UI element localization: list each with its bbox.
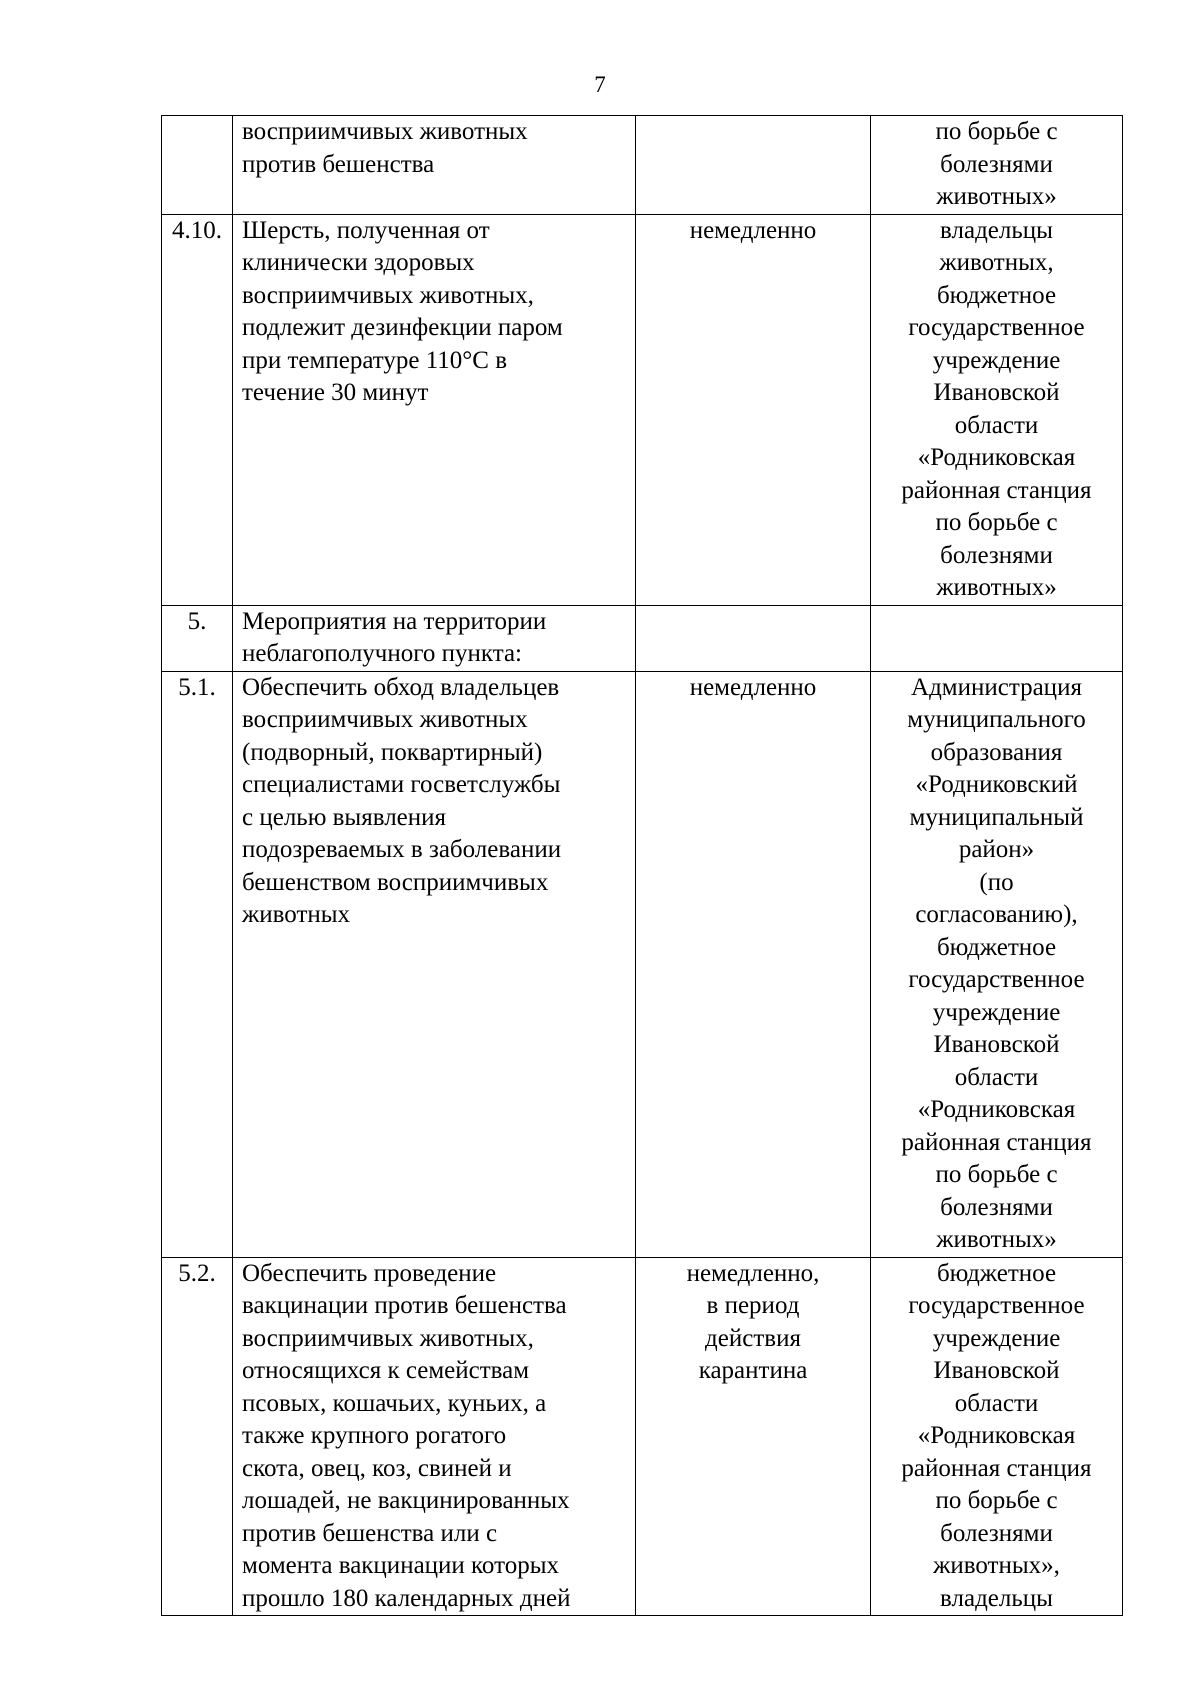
responsible-line: болезнями (940, 150, 1053, 178)
row-number: 4.10. (172, 216, 222, 244)
responsible-line: Администрация (911, 673, 1082, 701)
responsible-line: болезнями (940, 1193, 1053, 1221)
measure-line: Мероприятия на территории (242, 607, 547, 635)
measure-line: прошло 180 календарных дней (242, 1584, 571, 1612)
responsible-line: болезнями (940, 541, 1053, 569)
responsible-cell (871, 605, 1123, 671)
measure-line: Обеспечить обход владельцев (242, 673, 560, 701)
row-number-cell (162, 116, 233, 215)
measure-line: против бешенства (242, 150, 435, 178)
responsible-line: Ивановской (933, 1031, 1060, 1058)
page-number: 7 (594, 72, 606, 97)
term-line: карантина (698, 1357, 808, 1384)
measure-line: животных (242, 901, 351, 928)
responsible-line: Ивановской (933, 1357, 1060, 1384)
responsible-line: по борьбе с (935, 509, 1058, 536)
responsible-line: «Родниковская (917, 1096, 1076, 1123)
table-row (162, 1257, 1123, 1616)
responsible-line: государственное (908, 1292, 1085, 1319)
measure-line: при температуре 110°С в (242, 346, 508, 374)
responsible-line: (по (979, 868, 1014, 896)
measure-line: относящихся к семействам (242, 1357, 530, 1384)
measure-line: Обеспечить проведение (242, 1259, 497, 1287)
responsible-line: животных, (939, 249, 1054, 276)
term-cell (636, 1257, 871, 1616)
measures-table (161, 115, 1123, 1616)
measure-line: вакцинации против бешенства (242, 1292, 567, 1319)
measure-cell (233, 671, 636, 1257)
measure-line: против бешенства или с (242, 1519, 498, 1547)
responsible-line: области (954, 1063, 1039, 1091)
responsible-line: животных» (936, 574, 1057, 601)
responsible-line: области (954, 1389, 1039, 1417)
measure-line: скота, овец, коз, свиней и (242, 1454, 512, 1482)
table-row (162, 214, 1123, 605)
responsible-line: животных» (936, 1226, 1057, 1253)
responsible-line: государственное (908, 966, 1085, 993)
table-row (162, 671, 1123, 1257)
responsible-line: «Родниковская (917, 1422, 1076, 1449)
responsible-line: учреждение (932, 346, 1061, 374)
responsible-line: образования (930, 738, 1063, 766)
table-row (162, 605, 1123, 671)
measure-line: лошадей, не вакцинированных (242, 1487, 570, 1514)
responsible-cell (871, 1257, 1123, 1616)
responsible-line: владельцы (940, 1584, 1053, 1612)
term-line: немедленно (689, 216, 817, 244)
row-number-cell (162, 605, 233, 671)
measure-line: (подворный, поквартирный) (242, 738, 543, 766)
measure-line: бешенством восприимчивых (242, 868, 549, 896)
measure-line: специалистами госветслужбы (242, 771, 561, 798)
responsible-line: район» (958, 836, 1035, 863)
responsible-line: муниципального (907, 706, 1086, 733)
measure-line: восприимчивых животных, (242, 1324, 534, 1352)
measure-line: клинически здоровых (242, 249, 475, 276)
responsible-line: районная станция (901, 1454, 1092, 1482)
row-number: 5. (187, 607, 207, 635)
measure-cell (233, 1257, 636, 1616)
row-number-cell (162, 1257, 233, 1616)
responsible-line: «Родниковская (917, 444, 1076, 471)
responsible-line: районная станция (901, 1128, 1092, 1156)
term-cell (636, 671, 871, 1257)
responsible-line: области (954, 411, 1039, 439)
responsible-cell (871, 671, 1123, 1257)
row-number-cell (162, 671, 233, 1257)
responsible-line: болезнями (940, 1519, 1053, 1547)
measure-line: Шерсть, полученная от (242, 216, 490, 244)
measure-line: подозреваемых в заболевании (242, 836, 562, 863)
term-cell (636, 605, 871, 671)
measure-line: неблагополучного пункта: (242, 640, 522, 667)
measure-line: течение 30 минут (242, 379, 429, 406)
responsible-line: «Родниковский (915, 771, 1078, 798)
responsible-line: учреждение (932, 1324, 1061, 1352)
measure-line: восприимчивых животных (242, 706, 528, 733)
responsible-line: по борьбе с (935, 118, 1058, 145)
row-number: 5.2. (178, 1259, 216, 1287)
responsible-cell (871, 214, 1123, 605)
measure-line: с целью выявления (242, 803, 447, 831)
responsible-line: животных» (936, 183, 1057, 210)
measure-line: также крупного рогатого (242, 1422, 507, 1449)
term-cell (636, 116, 871, 215)
row-number-cell (162, 214, 233, 605)
term-line: немедленно (689, 673, 817, 701)
measure-line: подлежит дезинфекции паром (242, 314, 563, 341)
responsible-line: животных», (933, 1552, 1060, 1579)
term-line: немедленно, (686, 1259, 820, 1287)
measure-line: восприимчивых животных (242, 118, 528, 145)
table-row (162, 116, 1123, 215)
term-line: действия (705, 1324, 801, 1352)
responsible-cell (871, 116, 1123, 215)
measure-line: момента вакцинации которых (242, 1552, 559, 1579)
responsible-line: учреждение (932, 998, 1061, 1026)
responsible-line: государственное (908, 314, 1085, 341)
measure-cell (233, 116, 636, 215)
term-line: в период (706, 1292, 800, 1319)
term-cell (636, 214, 871, 605)
measure-cell (233, 605, 636, 671)
responsible-line: бюджетное (936, 933, 1057, 961)
responsible-line: районная станция (901, 476, 1092, 504)
responsible-line: по борьбе с (935, 1161, 1058, 1188)
row-number: 5.1. (178, 673, 216, 701)
responsible-line: Ивановской (933, 379, 1060, 406)
measure-cell (233, 214, 636, 605)
responsible-line: муниципальный (909, 803, 1084, 831)
responsible-line: владельцы (940, 216, 1053, 244)
measure-line: восприимчивых животных, (242, 281, 534, 309)
responsible-line: согласованию), (915, 901, 1078, 928)
responsible-line: по борьбе с (935, 1487, 1058, 1514)
measure-line: псовых, кошачьих, куньих, а (242, 1389, 547, 1417)
responsible-line: бюджетное (936, 1259, 1057, 1287)
responsible-line: бюджетное (936, 281, 1057, 309)
